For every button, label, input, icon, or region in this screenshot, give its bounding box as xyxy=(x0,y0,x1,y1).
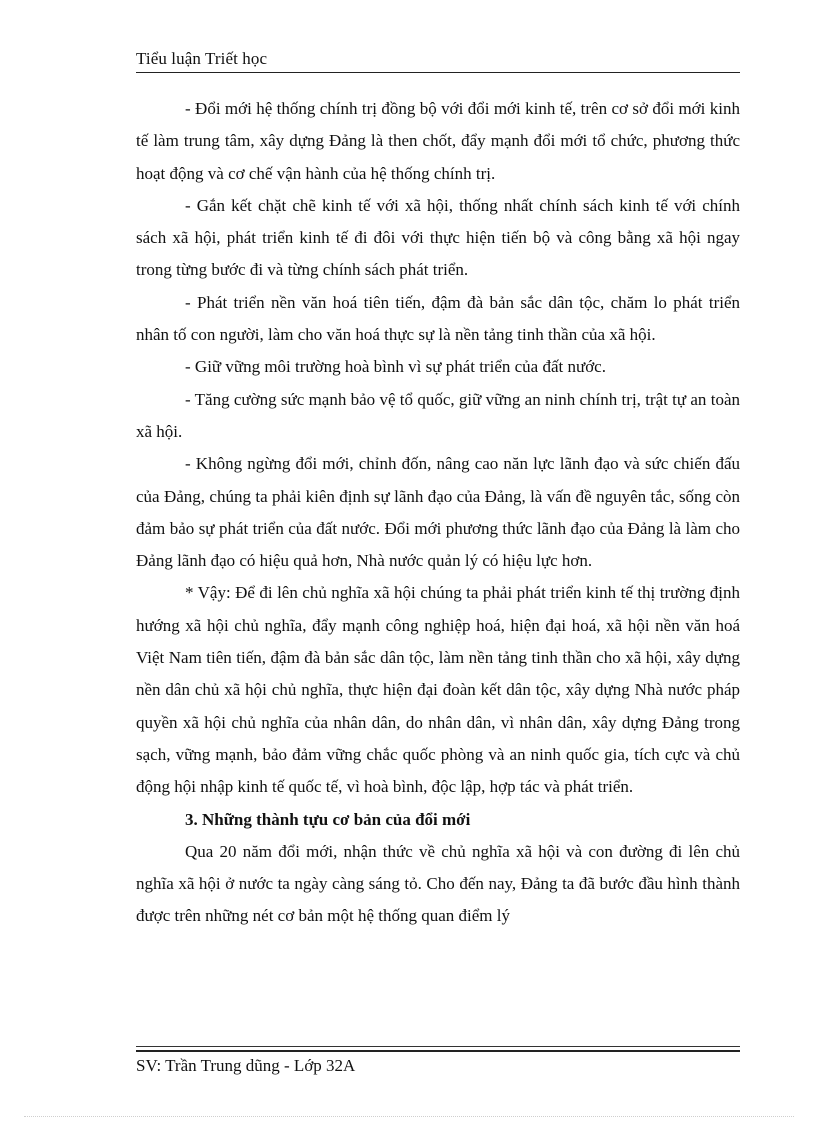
paragraph-achievements: Qua 20 năm đổi mới, nhận thức về chủ nghĩa xã hội và con đường đi lên chủ nghĩa xã hội ở nước ta ngày càng sáng tỏ. Cho đến nay, Đảng ta đã bước đầu hình thành được trên những nét cơ bản một hệ thống quan điểm lý xyxy=(136,841,740,926)
paragraph-political-reform: - Đổi mới hệ thống chính trị đồng bộ với đổi mới kinh tế, trên cơ sở đổi mới kinh tế làm trung tâm, xây dựng Đảng là then chốt, đẩy mạnh đổi mới tổ chức, phương thức hoạt động và cơ chế vận hành của hệ thống chính trị. xyxy=(136,99,740,183)
page-edge-divider xyxy=(24,1116,794,1117)
paragraph-culture: - Phát triển nền văn hoá tiên tiến, đậm đà bản sắc dân tộc, chăm lo phát triển nhân tố con người, làm cho văn hoá thực sự là nền tảng tinh thần của xã hội. xyxy=(136,292,740,345)
paragraph-defense: - Tăng cường sức mạnh bảo vệ tổ quốc, giữ vững an ninh chính trị, trật tự an toàn xã hội. xyxy=(136,389,740,441)
footer-rule-thin xyxy=(136,1046,740,1047)
paragraph-party-leadership: - Không ngừng đổi mới, chỉnh đốn, nâng cao năn lực lãnh đạo và sức chiến đấu của Đảng, chúng ta phải kiên định sự lãnh đạo của Đảng, là vấn đề nguyên tắc, sống còn đảm bảo sự phát triển của đất nước. Đổi mới phương thức lãnh đạo của Đảng là làm cho Đảng lãnh đạo có hiệu quả hơn, Nhà nước quản lý có hiệu lực hơn. xyxy=(136,454,740,571)
section-heading: 3. Những thành tựu cơ bản của đổi mới xyxy=(185,809,471,829)
page-header-title: Tiểu luận Triết học xyxy=(136,49,268,68)
header-rule xyxy=(136,72,740,73)
paragraph-conclusion: * Vậy: Để đi lên chủ nghĩa xã hội chúng ta phải phát triển kinh tế thị trường định hướng xã hội chủ nghĩa, đẩy mạnh công nghiệp hoá, hiện đại hoá, xã hội nền văn hoá Việt Nam tiên tiến, đậm đà bản sắc dân tộc, làm nền tảng tinh thần cho xã hội, xây dựng nền dân chủ xã hội chủ nghĩa, thực hiện đại đoàn kết dân tộc, xây dựng Nhà nước pháp quyền xã hội chủ nghĩa của nhân dân, do nhân dân, vì nhân dân, xây dựng Đảng trong sạch, vững mạnh, bảo đảm vững chắc quốc phòng và an ninh quốc gia, tích cực và chủ động hội nhập kinh tế quốc tế, vì hoà bình, độc lập, hợp tác và phát triển. xyxy=(136,583,740,797)
page-footer-text: SV: Trần Trung dũng - Lớp 32A xyxy=(136,1056,356,1075)
document-body xyxy=(136,93,740,933)
paragraph-economy-society: - Gắn kết chặt chẽ kinh tế với xã hội, thống nhất chính sách kinh tế với chính sách xã hội, phát triển kinh tế đi đôi với thực hiện tiến bộ và công bằng xã hội ngay trong từng bước đi và từng chính sách phát triển. xyxy=(136,195,740,280)
footer-rule-thick xyxy=(136,1050,740,1052)
paragraph-peace: - Giữ vững môi trường hoà bình vì sự phát triển của đất nước. xyxy=(185,357,606,377)
